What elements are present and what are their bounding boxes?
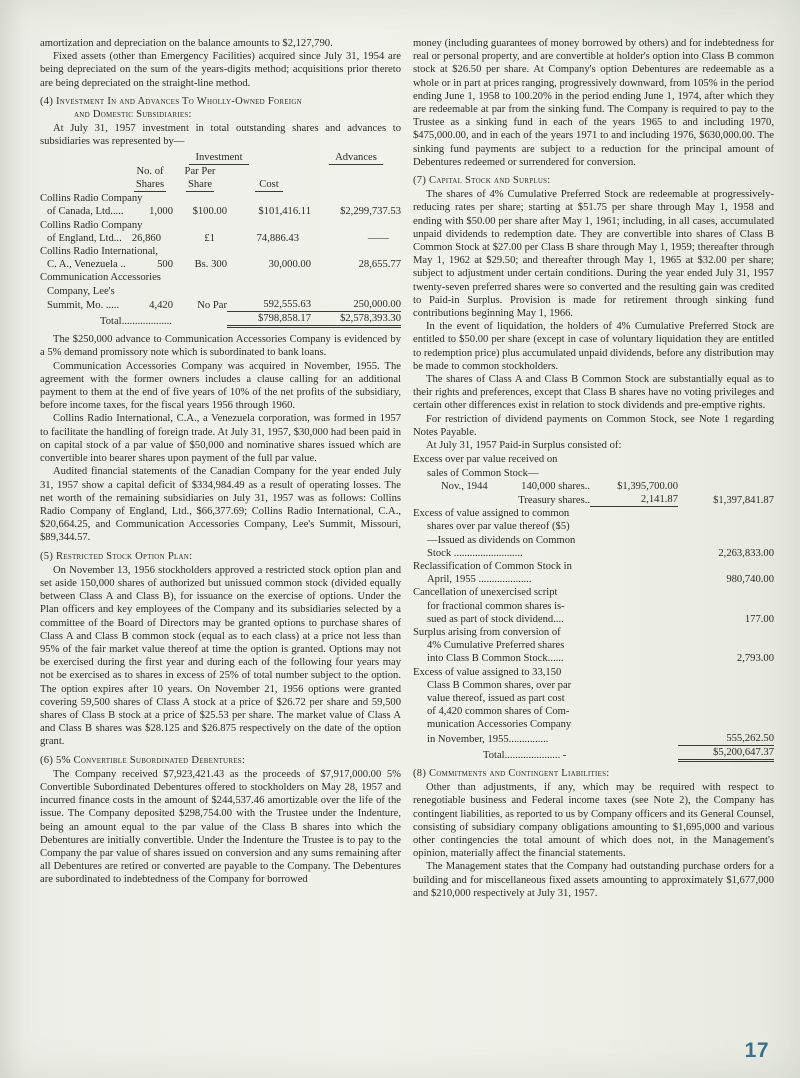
cell-text: into Class B Common Stock...... <box>427 653 564 665</box>
table-row <box>40 285 401 298</box>
cell-text: Excess over par value received on <box>413 454 558 466</box>
table-row <box>413 639 774 652</box>
table-row <box>40 219 401 232</box>
cell-label <box>413 534 590 547</box>
cell-advances: 28,655.77 <box>358 259 401 271</box>
table-row <box>413 692 774 705</box>
cell-label <box>413 494 590 507</box>
table-row <box>413 705 774 718</box>
section-heading-8: (8) Commitments and Contingent Liabilities: <box>413 767 610 779</box>
table-row <box>413 467 774 480</box>
column-label <box>173 178 227 192</box>
cell-company: Collins Radio Company <box>40 193 143 205</box>
section-heading-7: (7) Capital Stock and Surplus: <box>413 175 551 187</box>
investment-table <box>40 151 401 329</box>
table-row <box>40 245 401 258</box>
cell-shares: 4,420 <box>149 299 173 311</box>
cell-label <box>413 639 590 652</box>
column-label: Advances <box>329 151 383 165</box>
table-row <box>40 298 401 312</box>
column-label: No. of <box>136 165 164 177</box>
paragraph: In the event of liquidation, the holders of 4% Cumulative Preferred Stock are entitled to $50.00 per share (except in case of voluntary liquidation they are entitled to redemption price) plus accumulated unpaid dividends, before any distribution may be made to common stockholders. <box>413 321 774 372</box>
cell-label <box>413 573 590 586</box>
table-row <box>413 626 774 639</box>
cell-text: Class B Common shares, over par <box>427 679 572 691</box>
table-row <box>40 271 401 284</box>
paragraph: The $250,000 advance to Communication Accessories Company is evidenced by a 5% demand promissory note which is subordinated to bank loans. <box>40 334 401 359</box>
paragraph: amortization and depreciation on the balance amounts to $2,127,790. <box>40 38 333 49</box>
cell-cost: 30,000.00 <box>268 259 311 271</box>
cell-label <box>413 733 590 746</box>
cell-advances: 250,000.00 <box>311 298 401 312</box>
paragraph: Other than adjustments, if any, which may be required with respect to renegotiable business and Federal income taxes (see Note 2), the Company has contingent liabilities, as reported to us by Company officers and its General Counsel, consisting of subsidiary company obligations amounting to $1,695,000 and various other contingencies the total amount of which does not, in the Management's opinion, materially affect the financial statements. <box>413 782 774 860</box>
cell-text: shares over par value thereof ($5) <box>427 521 570 533</box>
right-column <box>413 37 774 900</box>
cell-text: munication Accessories Company <box>427 719 572 731</box>
heading-line: and Domestic Subsidiaries: <box>74 109 192 121</box>
table-row <box>40 258 401 271</box>
table-row <box>413 732 774 746</box>
cell-label <box>413 613 590 626</box>
cell-shares: 500 <box>157 259 173 271</box>
table-subheader-row <box>40 165 401 178</box>
table-row <box>413 453 774 466</box>
cell-text: in November, 1955............... <box>427 733 549 745</box>
cell-advances: $2,299,737.53 <box>340 206 401 218</box>
cell-text: Surplus arising from conversion of <box>413 626 561 638</box>
cell-company: Collins Radio International, <box>40 246 158 258</box>
cell-shares: 1,000 <box>149 206 173 218</box>
cell-par: Bs. 300 <box>194 259 227 271</box>
paragraph: Collins Radio International, C.A., a Venezuela corporation, was formed in 1957 to facilitate the handling of foreign trade. At July 31, 1957, $30,000 had been paid in on capital stock of a par value of $50,000 and nominative shares issued which are convertible into bearer shares upon payment of the full par value. <box>40 413 401 465</box>
cell-company: Collins Radio Company <box>40 219 143 231</box>
cell-label <box>413 480 590 493</box>
column-group-investment <box>127 151 311 165</box>
table-row <box>40 205 401 218</box>
table-row <box>413 666 774 679</box>
cell-cost: 74,886.43 <box>256 232 299 244</box>
paragraph: At July 31, 1957 investment in total outstanding shares and advances to subsidiaries was represented by— <box>40 123 401 148</box>
cell-value: 555,262.50 <box>678 732 774 746</box>
column-label: Share <box>186 178 214 192</box>
cell-text: 4% Cumulative Preferred shares <box>427 640 565 652</box>
paragraph: The Company received $7,923,421.43 as the proceeds of $7,917,000.00 5% Convertible Subordinated Debentures offered to stockholders on May 28, 1957 and incurred finance costs in the amount of $244,537.46 amortizable over the life of the issue. The Company deposited $298,754.00 with the Trustee under the Indenture, being an amount equal to the par value of the Class B shares into which the Debentures are initially convertible. Under the Indenture the Trustee is to pay to the Company the par value of shares issued on conversion and any sums remaining after all Debentures are retired or converted are payable to the Company. The Debentures are subordinated to indebtedness of the Company for borrowed <box>40 768 401 886</box>
cell-company: C. A., Venezuela .. <box>47 259 126 271</box>
table-row <box>413 547 774 560</box>
cell-total-advances: $2,578,393.30 <box>311 312 401 328</box>
cell-text: value thereof, issued as part cost <box>427 692 565 704</box>
paragraph: Communication Accessories Company was acquired in November, 1955. The agreement with the former owners includes a clause calling for an additional payment to them at the end of five years of 10% of the net profits of the subsidiary, before income taxes, for the fiscal years 1956 through 1960. <box>40 360 401 412</box>
paragraph: money (including guarantees of money borrowed by others) and for indebtedness for real or personal property, and are convertible at holder's option into Class B common stock at $26.50 per share. At Company's option Debentures are redeemable as a whole or in part at prices ranging, progressively downward, from 105% in the period ending June 1, 1958 to 100.20% in the period ending June 1, 1974, after which they are redeemable at par from the sinking fund. The Company is required to pay to the Trustee as a sinking fund in each of the years 1965 to and including 1970, $475,000.00, and in each of the years 1971 to and including 1976, $630,000.00. The sinking fund payments are subject to a reduction for the principal amount of Debentures redeemed or surrendered for conversion. <box>413 38 774 168</box>
table-row <box>40 232 401 245</box>
paragraph: On November 13, 1956 stockholders approved a restricted stock option plan and set aside 150,000 shares of authorized but unissued common stock (divided equally between Class A and Class B), for issuance on the exercise of options. Under the Plan officers and key employees of the Company and its subsidiaries selected by a committee of the Board of Directors may be granted options to purchase shares of Class A and Class B common stock (equal as to each class) at a price not less than 95% of the fair market value thereof at time the option is granted. Options may not be exercised during the first year and during each of the following four years may not be exercised as to shares in excess of 25% of total number subject to the option. The option expires after 10 years. On November 21, 1956 options were granted covering 59,500 shares of Class A stock at a price of $26.72 per share and 59,500 shares of Class B stock at a price of $25.53 per share. The market value of Class A and Class B shares was $28.125 and $26.875 respectively on the date of the option grant. <box>40 564 401 748</box>
cell-value: $1,397,841.87 <box>713 494 774 506</box>
cell-value: 2,141.87 <box>590 493 678 507</box>
cell-total-label: Total..................... - <box>483 749 567 761</box>
section-heading-6: (6) 5% Convertible Subordinated Debentures: <box>40 754 246 766</box>
table-row <box>413 560 774 573</box>
cell-company: of England, Ltd... <box>47 232 122 244</box>
page-number: 17 <box>744 1039 769 1062</box>
table-row <box>413 480 774 493</box>
cell-company: of Canada, Ltd..... <box>47 206 124 218</box>
cell-text: Excess of value assigned to common <box>413 508 570 520</box>
cell-label <box>413 666 590 679</box>
column-label <box>227 178 311 192</box>
cell-text: Excess of value assigned to 33,150 <box>413 666 562 678</box>
cell-par: $100.00 <box>192 206 227 218</box>
cell-text: of 4,420 common shares of Com- <box>427 706 570 718</box>
cell-label <box>413 586 590 599</box>
cell-text: Nov., 1944 <box>441 480 488 492</box>
cell-label <box>413 467 590 480</box>
paragraph: The Management states that the Company had outstanding purchase orders for a building and for miscellaneous fixed assets amounting to approximately $1,677,000 and $210,000 respectively at July 31, 1957. <box>413 861 774 899</box>
cell-label <box>413 600 590 613</box>
cell-label <box>413 718 590 731</box>
cell-label <box>413 507 590 520</box>
cell-text: Reclassification of Common Stock in <box>413 560 572 572</box>
table-row <box>413 600 774 613</box>
cell-company: Summit, Mo. ..... <box>47 299 120 311</box>
cell-company: Company, Lee's <box>47 285 115 297</box>
table-header-row <box>40 151 401 165</box>
table-row <box>413 573 774 586</box>
cell-value: 177.00 <box>744 613 774 625</box>
cell-cost: 592,555.63 <box>227 298 311 312</box>
cell-total-label: Total................... <box>100 316 172 328</box>
cell-total-cost: $798,858.17 <box>227 312 311 328</box>
cell-text: April, 1955 .................... <box>427 574 532 586</box>
section-heading-4 <box>40 95 401 121</box>
cell-label <box>413 749 590 762</box>
cell-text: for fractional common shares is- <box>427 600 565 612</box>
table-row <box>413 520 774 533</box>
cell-text: —Issued as dividends on Common <box>427 534 576 546</box>
cell-label <box>413 453 590 466</box>
cell-par: £1 <box>204 232 215 244</box>
table-row <box>413 493 774 507</box>
table-row <box>413 652 774 665</box>
table-row <box>413 534 774 547</box>
paragraph: The shares of Class A and Class B Common Stock are substantially equal as to their rights and preferences, except that Class B shares have no voting privileges and certain other differences exist in relation to stock dividends and pre-emptive rights. <box>413 374 774 412</box>
paragraph: At July 31, 1957 Paid-in Surplus consisted of: <box>426 440 622 452</box>
cell-company: Communication Accessories <box>40 272 161 284</box>
column-label <box>127 178 173 192</box>
cell-label <box>413 705 590 718</box>
cell-value: $1,395,700.00 <box>617 480 678 492</box>
cell-label <box>413 520 590 533</box>
column-label: Cost <box>255 178 282 192</box>
column-group-advances <box>311 151 401 165</box>
table-row <box>413 718 774 731</box>
cell-text: Treasury shares.. <box>518 494 590 506</box>
paragraph: For restriction of dividend payments on Common Stock, see Note 1 regarding Notes Payable. <box>413 413 774 438</box>
cell-par: No Par <box>197 299 227 311</box>
table-row <box>413 507 774 520</box>
cell-shares: 26,860 <box>131 232 161 244</box>
table-total-row <box>413 746 774 762</box>
cell-value: 2,263,833.00 <box>718 547 774 559</box>
cell-advances: —— <box>367 232 389 244</box>
surplus-table <box>413 453 774 762</box>
table-row <box>40 192 401 205</box>
column-label: Par Per <box>184 165 216 177</box>
cell-text: Stock .......................... <box>427 547 523 559</box>
column-label: Investment <box>189 151 248 165</box>
section-heading-5: (5) Restricted Stock Option Plan: <box>40 550 193 562</box>
paragraph: Fixed assets (other than Emergency Facilities) acquired since July 31, 1954 are being depreciated on the sum of the years-digits method; acquisitions prior thereto are being depreciated on the straight-line method. <box>40 51 401 89</box>
cell-value: 980,740.00 <box>726 574 774 586</box>
table-total-row <box>40 312 401 328</box>
table-row <box>413 679 774 692</box>
cell-total-value: $5,200,647.37 <box>678 746 774 762</box>
cell-text: sales of Common Stock— <box>427 467 539 479</box>
table-subheader-row <box>40 178 401 192</box>
heading-line: (4) Investment In and Advances To Wholly-Owned Foreign <box>40 95 302 107</box>
paragraph: Audited financial statements of the Canadian Company for the year ended July 31, 1957 show a capital deficit of $334,984.49 as a result of operating losses. The net worth of the remaining subsidiaries on July 31, 1957 was as follows: Collins Radio Company of England, Ltd., $66,377.69; Collins Radio International, C.A., $20,664.25, and Communication Accessories Company, Lee's Summit, Missouri, $89,344.57. <box>40 466 401 544</box>
table-row <box>413 613 774 626</box>
left-column <box>40 37 401 900</box>
cell-text: Cancellation of unexercised script <box>413 587 558 599</box>
cell-label <box>413 547 590 560</box>
cell-label <box>413 560 590 573</box>
table-row <box>413 586 774 599</box>
cell-text: sued as part of stock dividend.... <box>427 613 564 625</box>
paragraph: The shares of 4% Cumulative Preferred Stock are redeemable at progressively-reducing rates per share; starting at $51.75 per share through May 1, 1958 and ending with $50.00 per share after May 1, 1961; including, in all cases, accumulated unpaid dividends to redemption date. They are convertible into shares of Class B Common Stock at $27.00 per Class B share through May 1, 1959; thereafter through May 1, 1962 at $29.50; and thereafter through May 1, 1965 at $32.00 per share; subject to adjustment under certain conditions. During the year ended July 31, 1957 twenty-seven preferred shares were so converted and the resulting gain was credited to Paid-in Surplus. Provision is made for retirement through sinking fund contributions beginning May 1, 1966. <box>413 189 774 320</box>
cell-value: 2,793.00 <box>736 653 774 665</box>
column-label: Shares <box>134 178 166 192</box>
cell-text: 140,000 shares.. <box>521 480 590 492</box>
cell-label <box>413 626 590 639</box>
cell-label <box>413 679 590 692</box>
cell-label <box>413 652 590 665</box>
cell-cost: $101,416.11 <box>258 206 311 218</box>
cell-label <box>413 692 590 705</box>
